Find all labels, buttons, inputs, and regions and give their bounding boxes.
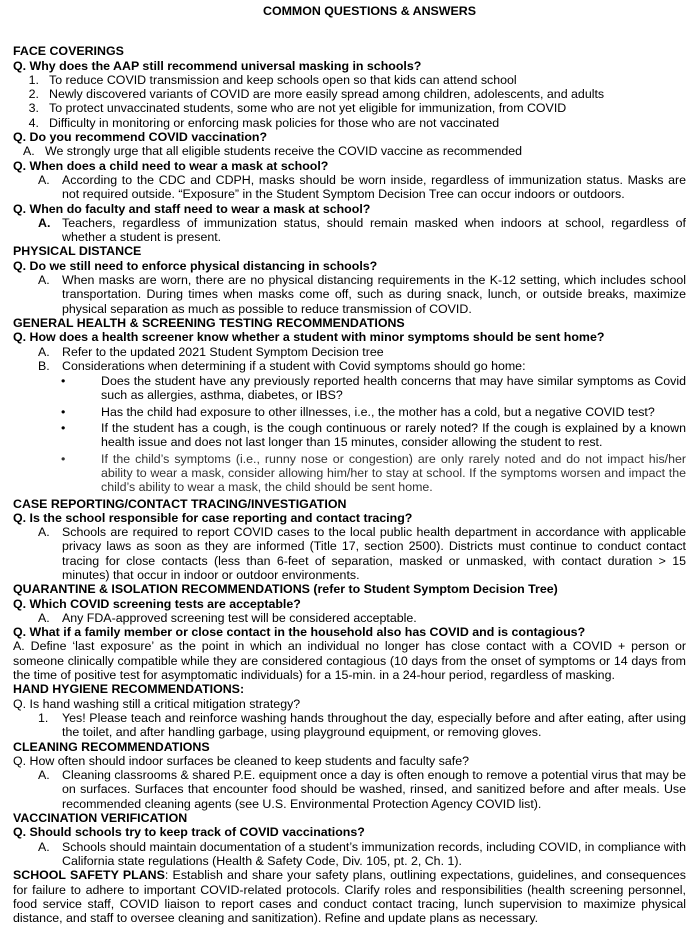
- answer-text: We strongly urge that all eligible students receive the COVID vaccine as recommended: [45, 144, 523, 159]
- answer-text: Any FDA-approved screening test will be considered acceptable.: [62, 610, 417, 625]
- list-text: To reduce COVID transmission and keep schools open so that kids can attend school: [49, 72, 517, 87]
- safety-plans-paragraph: [13, 868, 686, 925]
- answer-text: Teachers, regardless of immunization status, should remain masked when indoors at school, regardless of whether a student is present.: [62, 215, 686, 245]
- answer-text: Cleaning classrooms & shared P.E. equipment once a day is often enough to remove a potential virus that may be on surfaces. Surfaces that encounter food should be washed, rinsed, and sanitized before and after meals. Use recommended cleaning agents (see U.S. Environmental Protection Agency COVID list).: [62, 768, 686, 811]
- question-physical-distancing: Q. Do we still need to enforce physical distancing in schools?: [13, 258, 378, 273]
- answer-marker: B.: [38, 358, 50, 373]
- list-number: 2.: [28, 87, 39, 102]
- answer-text: Schools should maintain documentation of a student’s immunization records, including COVID, in compliance with California state regulations (Health & Safety Code, Div. 105, pt. 2, Ch. 1).: [62, 839, 686, 868]
- safety-plans-lead: SCHOOL SAFETY PLANS: [13, 868, 165, 883]
- answer-marker: A.: [38, 768, 50, 783]
- answer: [13, 273, 686, 316]
- list-number: 1.: [28, 72, 39, 87]
- section-heading-face-coverings: FACE COVERINGS: [13, 44, 124, 59]
- question-universal-masking: Q. Why does the AAP still recommend universal masking in schools?: [13, 58, 422, 73]
- page-title: COMMON QUESTIONS & ANSWERS: [263, 4, 476, 18]
- section-heading-general-health: GENERAL HEALTH & SCREENING TESTING RECOMMENDATIONS: [13, 315, 405, 330]
- question-case-reporting: Q. Is the school responsible for case reporting and contact tracing?: [13, 510, 413, 525]
- bullet-item: [13, 452, 686, 495]
- answer-text: Considerations when determining if a student with Covid symptoms should go home:: [62, 358, 526, 373]
- question-staff-mask: Q. When do faculty and staff need to wear a mask at school?: [13, 201, 371, 216]
- answer-marker: A.: [38, 610, 50, 625]
- answer: [13, 768, 686, 811]
- answer-marker: A.: [38, 344, 50, 359]
- answer-text: Yes! Please teach and reinforce washing hands throughout the day, especially before and after eating, after using the toilet, and after handling garbage, using playground equipment, or removing gloves.: [62, 710, 686, 740]
- bullet-text: If the child’s symptoms (i.e., runny nose or congestion) are only rarely noted and do not impact his/her ability to wear a mask, consider allowing him/her to stay at school. If the symptoms worsen and impact the child’s ability to wear a mask, the child should be sent home.: [101, 451, 686, 495]
- section-heading-cleaning: CLEANING RECOMMENDATIONS: [13, 739, 210, 754]
- bullet-icon: •: [61, 451, 66, 466]
- answer: [13, 840, 686, 869]
- answer: [13, 216, 686, 245]
- safety-plans-text: : Establish and share your safety plans, outlining expectations, guidelines, and consequences for failure to adhere to important COVID-related protocols. Clarify roles and responsibilities (health screening personnel, food service staff, COVID liaison to report cases and conduct contact tracing, lunch supervision to maximize physical distance, and staff to oversee cleaning and sanitization). Refine and update plans as necessary.: [13, 868, 686, 926]
- bullet-icon: •: [61, 374, 66, 389]
- question-screening-tests: Q. Which COVID screening tests are acceptable?: [13, 596, 301, 611]
- list-text: To protect unvaccinated students, some who are not yet eligible for immunization, from COVID: [49, 101, 567, 116]
- answer: [13, 144, 686, 158]
- question-child-mask: Q. When does a child need to wear a mask at school?: [13, 158, 329, 173]
- answer-marker: A.: [38, 273, 50, 288]
- answer: [13, 525, 686, 582]
- bullet-icon: •: [61, 421, 66, 436]
- answer: [13, 173, 686, 202]
- bullet-item: [13, 405, 686, 419]
- question-household-contact: Q. What if a family member or close contact in the household also has COVID and is contagious?: [13, 625, 586, 640]
- list-item: [13, 116, 686, 130]
- list-item: [13, 73, 686, 87]
- section-heading-physical-distance: PHYSICAL DISTANCE: [13, 244, 142, 259]
- list-item: [13, 87, 686, 101]
- bullet-text: If the student has a cough, is the cough continuous or rarely noted? If the cough is explained by a known health issue and does not last longer than 15 minutes, consider allowing the student to rest.: [101, 421, 686, 450]
- section-heading-hand-hygiene: HAND HYGIENE RECOMMENDATIONS:: [13, 682, 245, 697]
- answer: [13, 611, 686, 625]
- answer-text: When masks are worn, there are no physical distancing requirements in the K-12 setting, which includes school transportation. During times when masks come off, such as during snack, lunch, or outside breaks, maximize physical separation as much as possible to reduce transmission of COVID.: [62, 273, 686, 316]
- bullet-icon: •: [61, 404, 66, 419]
- section-heading-vaccination: VACCINATION VERIFICATION: [13, 811, 188, 826]
- bullet-text: Does the student have any previously reported health concerns that may have similar symptoms as Covid such as allergies, asthma, diabetes, or IBS?: [101, 374, 686, 403]
- answer-text: According to the CDC and CDPH, masks should be worn inside, regardless of immunization status. Masks are not required outside. “Exposure” in the Student Symptom Decision Tree can occur indoors or outdoors.: [62, 172, 686, 202]
- answer-marker: A.: [38, 215, 51, 230]
- list-number: 4.: [28, 115, 39, 130]
- bullet-item: [13, 374, 686, 403]
- list-number: 3.: [28, 101, 39, 116]
- section-heading-case-reporting: CASE REPORTING/CONTACT TRACING/INVESTIGATION: [13, 496, 347, 511]
- answer-marker: 1.: [38, 710, 49, 725]
- answer-text: Refer to the updated 2021 Student Symptom Decision tree: [62, 344, 384, 359]
- question-covid-vaccination: Q. Do you recommend COVID vaccination?: [13, 130, 268, 145]
- list-item: [13, 101, 686, 115]
- question-vaccination-tracking: Q. Should schools try to keep track of COVID vaccinations?: [13, 825, 365, 840]
- answer: [13, 711, 686, 740]
- answer-marker: A.: [38, 839, 50, 854]
- answer: [13, 345, 686, 359]
- question-hand-washing: Q. Is hand washing still a critical mitigation strategy?: [13, 696, 301, 711]
- answer-marker: A.: [38, 172, 50, 187]
- section-heading-quarantine: QUARANTINE & ISOLATION RECOMMENDATIONS (refer to Student Symptom Decision Tree): [13, 582, 558, 597]
- bullet-text: Has the child had exposure to other illnesses, i.e., the mother has a cold, but a negative COVID test?: [101, 404, 655, 419]
- list-text: Newly discovered variants of COVID are more easily spread among children, adolescents, and adults: [49, 87, 605, 102]
- list-text: Difficulty in monitoring or enforcing mask policies for those who are not vaccinated: [49, 115, 500, 130]
- answer-marker: A.: [23, 144, 35, 159]
- bullet-item: [13, 421, 686, 450]
- answer-text: A. Define ‘last exposure’ as the point in which an individual no longer has close contact with a COVID + person or someone clinically compatible while they are considered contagious (10 days from the onset of symptoms or 14 days from the time of positive test for asymptomatic individuals) for a 15-min. in a 24-hour period, regardless of masking.: [13, 639, 686, 683]
- answer-marker: A.: [38, 525, 50, 540]
- answer: [13, 359, 686, 373]
- question-health-screener: Q. How does a health screener know whether a student with minor symptoms should be sent home?: [13, 330, 605, 345]
- answer-text: Schools are required to report COVID cases to the local public health department in accordance with applicable privacy laws as soon as they are informed (Title 17, section 2500). Districts must continue to conduct contact tracing for close contacts (less than 6-feet of separation, masked or unmasked, with contact duration > 15 minutes) that occur in indoor or outdoor environments.: [62, 525, 686, 582]
- question-surface-cleaning: Q. How often should indoor surfaces be cleaned to keep students and faculty safe?: [13, 753, 469, 768]
